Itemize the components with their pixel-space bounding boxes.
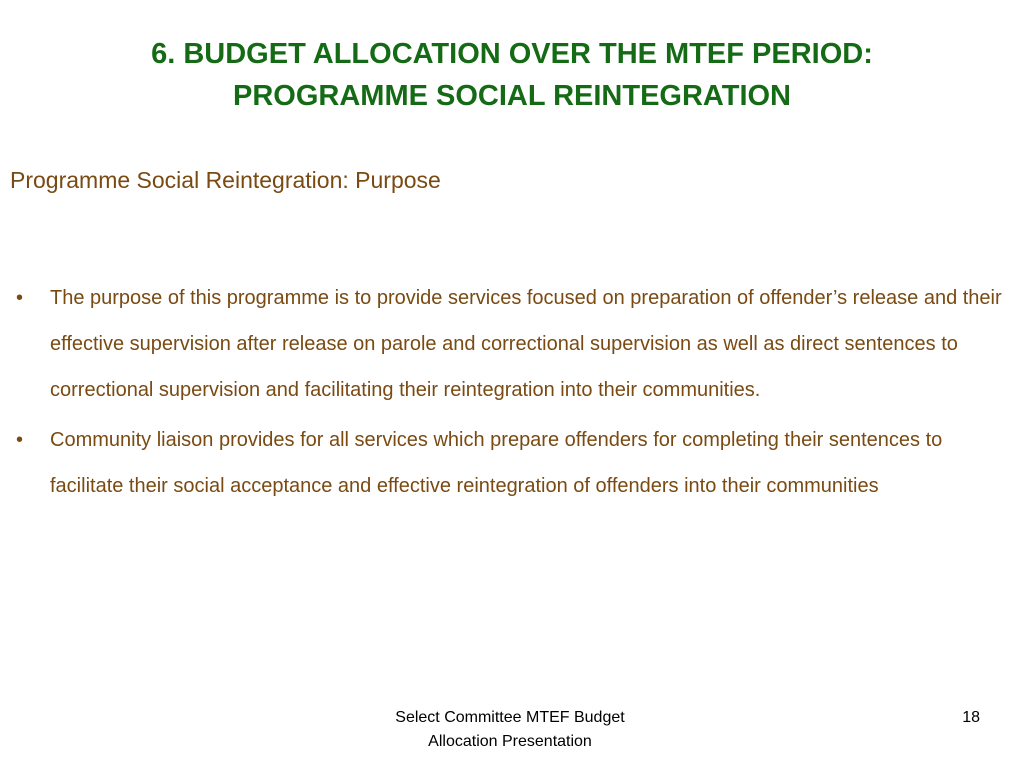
bullet-item-purpose [0, 275, 1010, 413]
bullet-item-community-liaison [0, 417, 1010, 509]
bullet-marker: • [16, 429, 24, 451]
slide-title-line-1: 6. BUDGET ALLOCATION OVER THE MTEF PERIOD: [151, 38, 873, 70]
bullet-text: Community liaison provides for all services which prepare offenders for completing their sentences to facilitate their social acceptance and effective reintegration of offenders into their communities [50, 429, 943, 497]
bullet-text: The purpose of this programme is to provide services focused on preparation of offender’s release and their effective supervision after release on parole and correctional supervision as well as direct sentences to correctional supervision and facilitating their reintegration into their communities. [50, 287, 1002, 401]
bullet-list [0, 275, 1010, 513]
footer-line-1: Select Committee MTEF Budget [395, 709, 625, 726]
bullet-marker: • [16, 287, 24, 309]
slide-title [0, 33, 1024, 117]
slide-subtitle: Programme Social Reintegration: Purpose [10, 167, 441, 193]
page-number: 18 [962, 709, 980, 726]
slide-title-line-2: PROGRAMME SOCIAL REINTEGRATION [233, 80, 791, 112]
footer-line-2: Allocation Presentation [428, 733, 592, 750]
footer-presentation-title [340, 706, 680, 754]
